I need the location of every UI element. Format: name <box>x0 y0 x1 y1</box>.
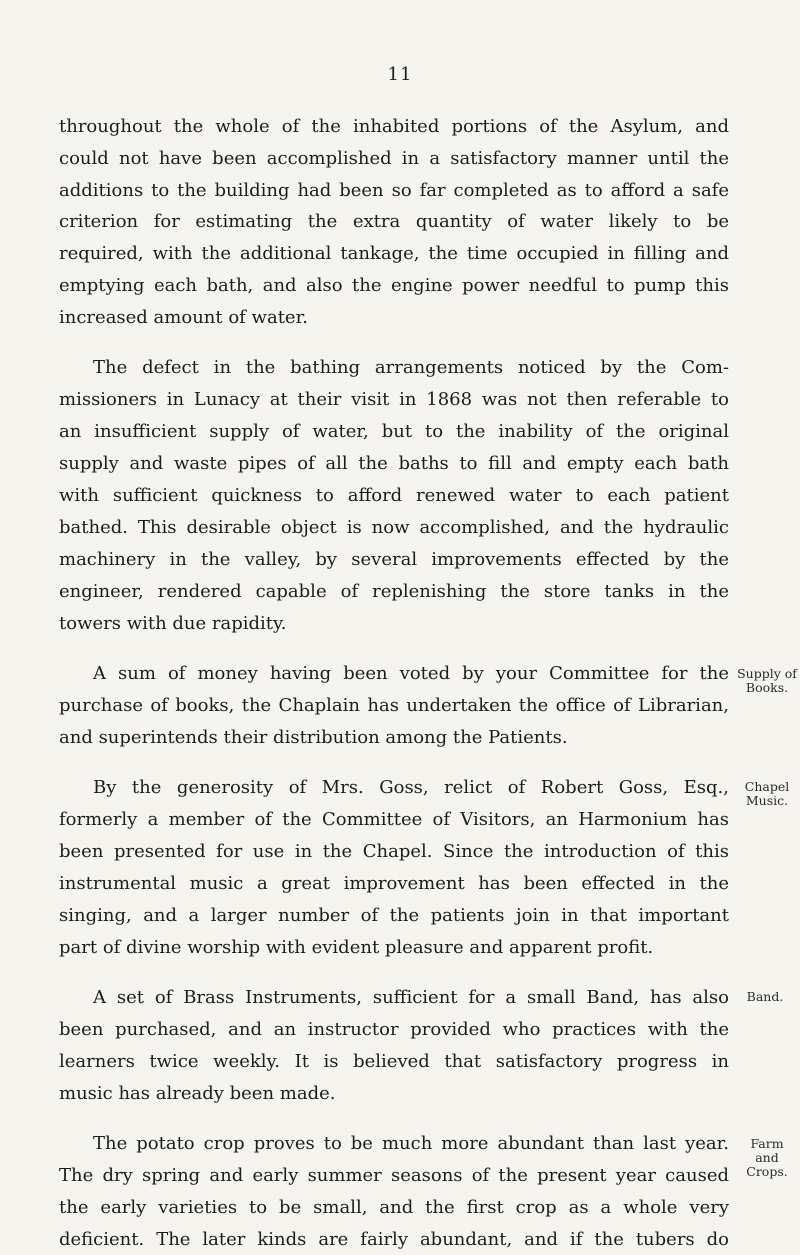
text-line: criterion for estimating the extra quantity of water likely to be <box>59 211 729 232</box>
margin-note-supply-of-books: Supply of Books. <box>737 666 797 695</box>
text-line: missioners in Lunacy at their visit in 1868 was not then referable to <box>59 389 729 410</box>
text-line: bathed. This desirable object is now accomplished, and the hydraulic <box>59 517 729 538</box>
text-line: additions to the building had been so far completed as to afford a safe <box>59 180 729 201</box>
text-line: throughout the whole of the inhabited portions of the Asylum, and <box>59 116 729 137</box>
text-line: increased amount of water. <box>59 307 308 328</box>
text-line: singing, and a larger number of the patients join in that important <box>59 905 729 926</box>
text-line: an insufficient supply of water, but to the inability of the original <box>59 421 729 442</box>
text-line: The potato crop proves to be much more abundant than last year. <box>93 1133 729 1154</box>
text-line: formerly a member of the Committee of Visitors, an Harmonium has <box>59 809 729 830</box>
text-line: been presented for use in the Chapel. Since the introduction of this <box>59 841 729 862</box>
text-line: learners twice weekly. It is believed that satisfactory progress in <box>59 1051 729 1072</box>
text-line: could not have been accomplished in a satisfactory manner until the <box>59 148 729 169</box>
text-line: engineer, rendered capable of replenishing the store tanks in the <box>59 581 729 602</box>
text-line: emptying each bath, and also the engine power needful to pump this <box>59 275 729 296</box>
text-line: deficient. The later kinds are fairly abundant, and if the tubers do <box>59 1229 729 1250</box>
text-line: been purchased, and an instructor provided who practices with the <box>59 1019 729 1040</box>
text-line: instrumental music a great improvement has been effected in the <box>59 873 729 894</box>
text-line: machinery in the valley, by several improvements effected by the <box>59 549 729 570</box>
text-line: required, with the additional tankage, the time occupied in filling and <box>59 243 729 264</box>
text-line: and superintends their distribution among the Patients. <box>59 727 568 748</box>
margin-note-farm-and-crops: Farm and Crops. <box>746 1136 788 1179</box>
text-line: The dry spring and early summer seasons of the present year caused <box>59 1165 729 1186</box>
text-line: By the generosity of Mrs. Goss, relict of Robert Goss, Esq., <box>93 777 729 798</box>
text-line: the early varieties to be small, and the first crop as a whole very <box>59 1197 729 1218</box>
text-line: A sum of money having been voted by your Committee for the <box>93 663 729 684</box>
text-line: towers with due rapidity. <box>59 613 287 634</box>
text-line: purchase of books, the Chaplain has undertaken the office of Librarian, <box>59 695 729 716</box>
page-number: 11 <box>387 64 413 85</box>
text-line: The defect in the bathing arrangements noticed by the Com- <box>93 357 729 378</box>
text-line: A set of Brass Instruments, sufficient for a small Band, has also <box>93 987 729 1008</box>
text-line: with sufficient quickness to afford renewed water to each patient <box>59 485 729 506</box>
margin-note-band: Band. <box>746 989 784 1004</box>
margin-note-chapel-music: Chapel Music. <box>744 779 790 808</box>
text-line: part of divine worship with evident pleasure and apparent profit. <box>59 937 654 958</box>
text-line: supply and waste pipes of all the baths to fill and empty each bath <box>59 453 729 474</box>
text-line: music has already been made. <box>59 1083 336 1104</box>
